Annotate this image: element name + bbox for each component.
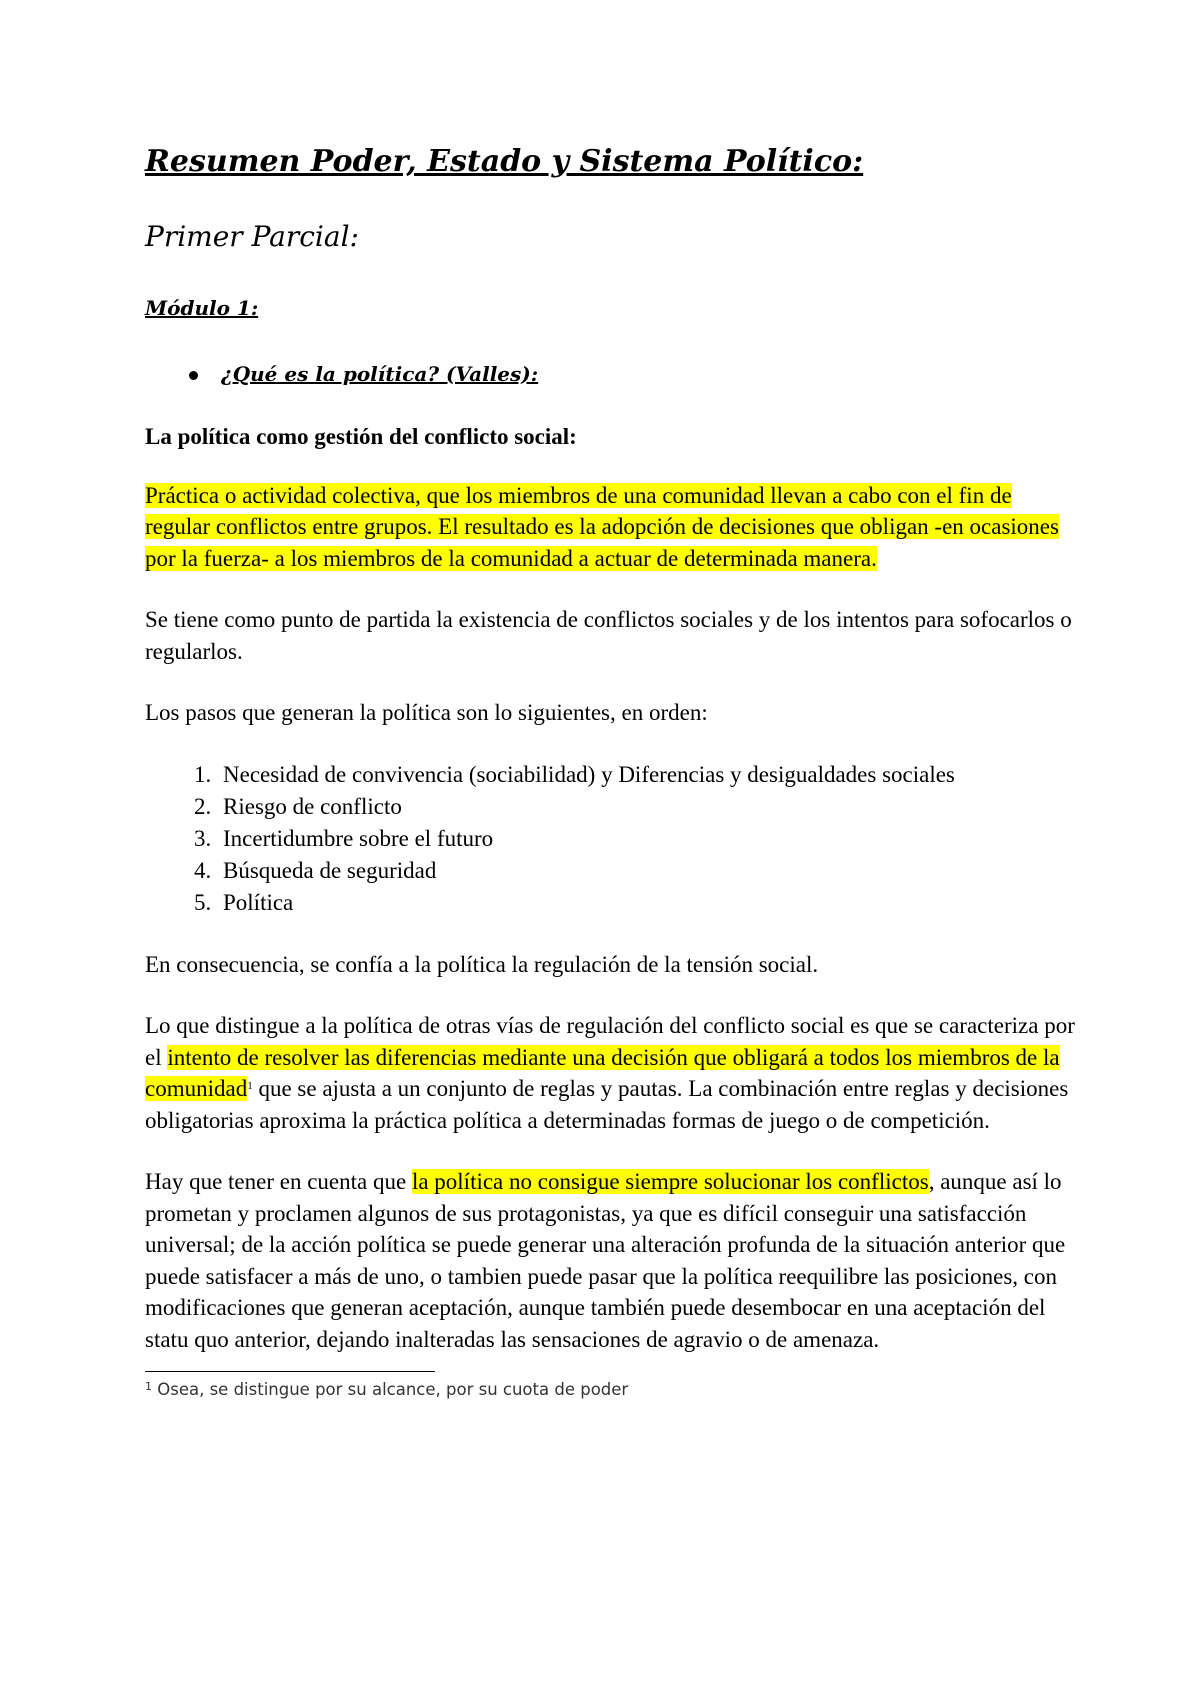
bullet-item-text: ¿Qué es la política? (Valles): (221, 361, 539, 386)
bullet-item (185, 362, 1075, 386)
footnote-number: 1 (145, 1380, 152, 1394)
document-subtitle: Primer Parcial: (145, 220, 359, 253)
paragraph-text: que se ajusta a un conjunto de reglas y pautas. La combinación entre reglas y decisiones obligatorias aproxima la práctica política a determinadas formas de juego o de competición. (145, 1076, 1069, 1133)
highlighted-text: intento de resolver las diferencias mediante una decisión que obligará a todos los miembros de la comunidad (145, 1044, 1060, 1102)
list-item: 1. Necesidad de convivencia (sociabilidad) y Diferencias y desigualdades sociales (217, 759, 1075, 791)
footnote (145, 1380, 1075, 1399)
highlighted-text: la política no consigue siempre solucionar los conflictos (411, 1169, 929, 1195)
footnote-text: Osea, se distingue por su alcance, por su cuota de poder (152, 1380, 629, 1400)
list-item: 4. Búsqueda de seguridad (217, 855, 1075, 887)
bullet-list (145, 362, 1075, 386)
paragraph-starting-point: Se tiene como punto de partida la existencia de conflictos sociales y de los intentos para sofocarlos o regularlos. (145, 607, 1072, 664)
paragraph-distinction (145, 1010, 1075, 1136)
paragraph-consequence: En consecuencia, se confía a la política la regulación de la tensión social. (145, 951, 819, 977)
list-item: 5. Política (217, 887, 1075, 919)
bullet-dot-icon (189, 371, 198, 380)
paragraph-definition (145, 480, 1075, 575)
list-item: 2. Riesgo de conflicto (217, 791, 1075, 823)
document-page (145, 130, 1075, 1399)
paragraph-text: Lo que distingue a la política de otras vías de regulación del conflicto social es que se caracteriza por el (145, 1013, 1075, 1070)
footnote-reference[interactable]: 1 (247, 1080, 253, 1093)
section-heading: La política como gestión del conflicto social: (145, 423, 577, 449)
paragraph-text: Hay que tener en cuenta que (145, 1169, 412, 1195)
paragraph-text: , aunque así lo prometan y proclamen algunos de sus protagonistas, ya que es difícil conseguir una satisfacción universal; de la acción política se puede generar una alteración profunda de la situación anterior que puede satisfacer a más de uno, o tambien puede pasar que la política reequilibre las posiciones, con modificaciones que generan aceptación, aunque también puede desembocar en una aceptación del statu quo anterior, dejando inalteradas las sensaciones de agravio o de amenaza. (145, 1169, 1066, 1352)
paragraph-limits (145, 1166, 1075, 1355)
paragraph-steps-intro: Los pasos que generan la política son lo siguientes, en orden: (145, 700, 708, 726)
module-heading: Módulo 1: (145, 295, 259, 320)
document-title: Resumen Poder, Estado y Sistema Político: (145, 144, 864, 179)
steps-list (145, 759, 1075, 919)
highlighted-text: Práctica o actividad colectiva, que los miembros de una comunidad llevan a cabo con el fin de regular conflictos entre grupos. El resultado es la adopción de decisiones que obligan -en ocasiones por la fuerza- a los miembros de la comunidad a actuar de determinada manera. (145, 482, 1059, 571)
list-item: 3. Incertidumbre sobre el futuro (217, 823, 1075, 855)
footnote-separator (145, 1371, 435, 1372)
